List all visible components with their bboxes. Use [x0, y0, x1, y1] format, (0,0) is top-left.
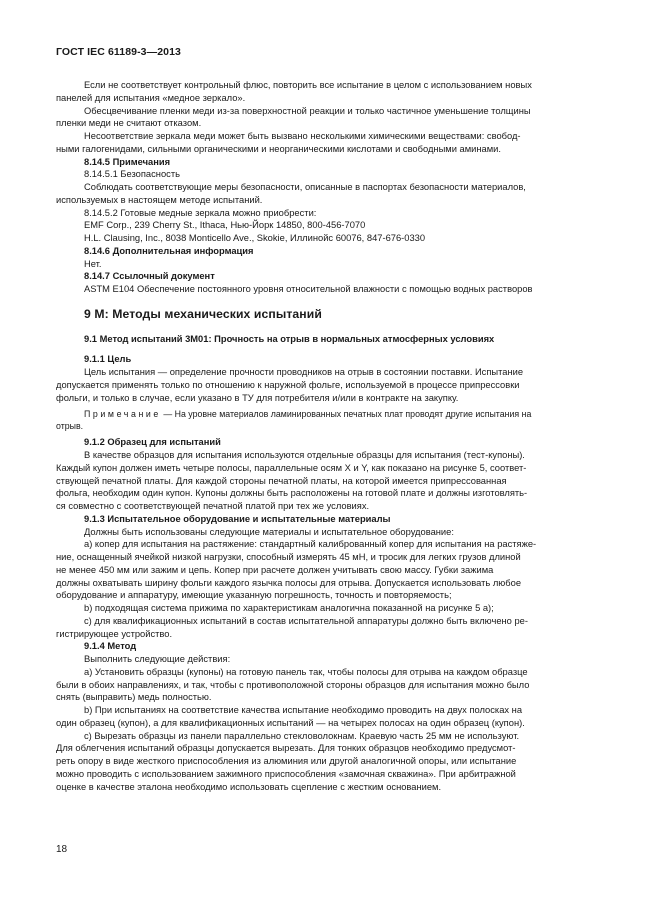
section-heading: 9.1.4 Метод — [84, 641, 137, 652]
note-text: — На уровне материалов ламинированных печатных плат проводят другие испытания на — [160, 409, 532, 420]
text-line: реть опору в виде жесткого приспособления из алюминия или другой аналогичной опоры, или испытание — [56, 756, 517, 766]
page-number: 18 — [56, 844, 68, 855]
text-line: не менее 450 мм или зажим и цепь. Копер при расчете должен учитывать свою массу. Губки зажима — [56, 564, 494, 575]
step-b: b) При испытаниях на соответствие качества испытание необходимо проводить на двух полосках на — [84, 705, 523, 715]
text-line: Несоответствие зеркала меди может быть вызвано несколькими химическими веществами: свобод- — [84, 131, 521, 141]
section-heading: 9.1.1 Цель — [84, 354, 132, 365]
text-line: Соблюдать соответствующие меры безопасности, описанные в паспортах безопасности материалов, — [84, 182, 526, 192]
chapter-heading: 9 М: Методы механических испытаний — [84, 306, 322, 321]
text-line: В качестве образцов для испытания используются отдельные образцы для испытания (тест-купоны). — [84, 450, 525, 460]
step-a: a) Установить образцы (купоны) на готовую панель так, чтобы полосы для отрыва на каждом образце — [84, 666, 528, 677]
text-line: Выполнить следующие действия: — [84, 654, 231, 664]
section-heading: 8.14.5 Примечания — [84, 156, 171, 167]
text-line: оценке в качестве эталона необходимо использовать сцепление с жестким основанием. — [56, 781, 442, 792]
text-line: допускается применять только по отношению к наружной фольге, используемой в процессе припрессовки — [56, 379, 520, 390]
list-item-b: b) подходящая система прижима по характеристикам аналогична показанной на рисунке 5 а); — [84, 603, 494, 613]
text-line: оборудование и аппаратуру, имеющие указанную погрешность, точность и повторяемость; — [56, 590, 452, 601]
step-c: c) Вырезать образцы из панели параллельно стекловолокнам. Краевую часть 25 мм не используют. — [84, 730, 520, 741]
text-line: ние, оснащенный ячейкой низкой нагрузки, способный измерять 45 мН, и тросик для легких грузов длиной — [56, 552, 521, 562]
subsection-heading: 8.14.5.2 Готовые медные зеркала можно приобрести: — [84, 207, 317, 218]
text-line: Для облегчения испытаний образцы допускается вырезать. Для тонких образцов необходимо предусмот- — [56, 743, 516, 754]
text-line: фольга, необходим один купон. Купоны должны быть расположены на готовой плате и должны изготовлять- — [56, 488, 528, 499]
text-line: ся совместно с соответствующей печатной платой при тех же условиях. — [56, 501, 370, 511]
text-line: пленки меди не считают отказом. — [56, 118, 202, 129]
text-line: панелей для испытания «медное зеркало». — [56, 92, 246, 103]
text-line: Цель испытания — определение прочности проводников на отрыв в состоянии поставки. Испытание — [84, 367, 524, 377]
text-line: фольги, и только в случае, если указано в ТУ для потребителя и/или в контракте на закупку. — [56, 392, 459, 403]
text-line: Если не соответствует контрольный флюс, повторить все испытание в целом с использованием новых — [84, 80, 532, 90]
text-line: гистрирующее устройство. — [56, 628, 173, 639]
text-line: используемых в настоящем методе испытаний. — [56, 194, 263, 205]
address-line: EMF Corp., 239 Cherry St., Ithaca, Нью-Йорк 14850, 800-456-7070 — [84, 220, 366, 231]
text-line: ными галогенидами, сильными органическими и неорганическими кислотами и свободными аминами. — [56, 143, 501, 154]
method-heading: 9.1 Метод испытаний 3М01: Прочность на отрыв в нормальных атмосферных условиях — [84, 333, 495, 344]
section-heading: 9.1.2 Образец для испытаний — [84, 437, 221, 448]
note-continuation: отрыв. — [56, 421, 84, 432]
section-heading: 9.1.3 Испытательное оборудование и испытательные материалы — [84, 513, 391, 524]
note-paragraph — [84, 408, 596, 420]
text-line: Должны быть использованы следующие материалы и испытательное оборудование: — [84, 526, 454, 537]
text-line: были в обоих направлениях, и так, чтобы с противоположной стороны образцов для испытания можно было — [56, 679, 530, 690]
text-line: должны охватывать ширину фольги каждого язычка полосы для отрыва. Допускается использовать любое — [56, 577, 522, 588]
subsection-heading: 8.14.5.1 Безопасность — [84, 169, 180, 180]
text-line: ствующей печатной платы. Для каждой стороны печатной платы, на которой имеется припрессованная — [56, 475, 507, 486]
text-line: Нет. — [84, 258, 102, 269]
reference-line: ASTM E104 Обеспечение постоянного уровня относительной влажности с помощью водных растворов — [84, 284, 533, 294]
text-line: можно проводить с использованием зажимного приспособления «замочная скважина». При арбитражной — [56, 768, 516, 779]
text-line: Каждый купон должен иметь четыре полосы, параллельные осям X и Y, как показано на рисунке 5, соответ- — [56, 462, 527, 473]
page-body — [56, 79, 596, 793]
list-item-c: c) для квалификационных испытаний в состав испытательной аппаратуры должно быть включено ре- — [84, 615, 528, 626]
list-item-a: a) копер для испытания на растяжение: стандартный калиброванный копер для испытания на растяже- — [84, 539, 537, 550]
section-heading: 8.14.7 Ссылочный документ — [84, 271, 215, 282]
text-line: Обесцвечивание пленки меди из-за поверхностной реакции и только частичное уменьшение толщины — [84, 105, 531, 116]
standard-header: ГОСТ IEC 61189-3—2013 — [56, 46, 181, 58]
address-line: H.L. Clausing, Inc., 8038 Monticello Ave., Skokie, Иллинойс 60076, 847-676-0330 — [84, 233, 426, 243]
text-line: снять (выправить) медь полностью. — [56, 692, 212, 703]
note-label: Примечание — [84, 409, 161, 420]
text-line: один образец (купон), а для квалификационных испытаний — на четырех полосах на один образец (купон). — [56, 717, 525, 728]
section-heading: 8.14.6 Дополнительная информация — [84, 245, 254, 256]
